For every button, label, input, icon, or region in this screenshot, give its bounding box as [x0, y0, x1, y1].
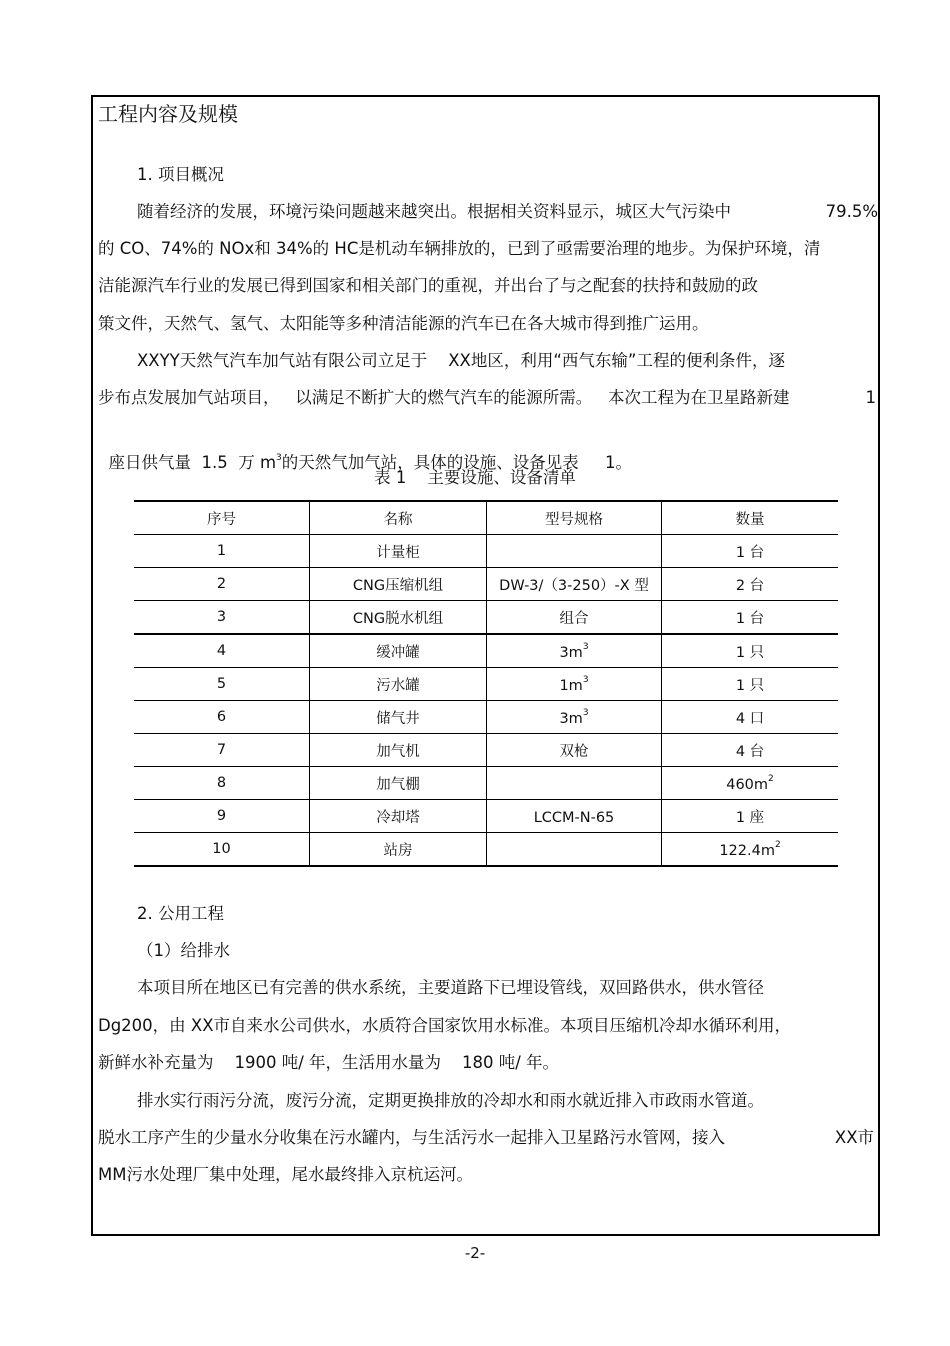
- cell-qty: [662, 800, 839, 833]
- table-header-row: [134, 501, 838, 535]
- superscript: 2: [774, 839, 781, 850]
- paragraph-line: 洁能源汽车行业的发展已得到国家和相关部门的重视，并出台了与之配套的扶持和鼓励的政: [98, 276, 758, 295]
- cell-spec: [487, 568, 662, 601]
- cell-text: 4 台: [735, 743, 765, 760]
- cell-name: [310, 535, 487, 568]
- paragraph-line: 排水实行雨污分流，废污分流，定期更换排放的冷却水和雨水就近排入市政雨水管道。: [137, 1091, 764, 1110]
- cell-spec: [487, 535, 662, 568]
- heading-water-supply: （1）给排水: [137, 941, 230, 960]
- cell-text: 1 座: [735, 809, 765, 826]
- table-row: [134, 668, 838, 701]
- superscript: 3: [582, 674, 589, 685]
- equipment-table: [134, 500, 838, 867]
- cell-spec: [487, 701, 662, 734]
- table-row: [134, 535, 838, 568]
- table-body: [134, 535, 838, 867]
- paragraph-line: MM污水处理厂集中处理，尾水最终排入京杭运河。: [98, 1165, 473, 1184]
- text-span: 1: [865, 388, 876, 407]
- cell-spec: [487, 800, 662, 833]
- cell-text: 460m: [726, 776, 769, 793]
- cell-text: 5: [216, 676, 227, 692]
- paragraph-line: 策文件，天然气、氢气、太阳能等多种清洁能源的汽车已在各大城市得到推广运用。: [98, 314, 709, 333]
- cell-qty: [662, 634, 839, 668]
- cell-text: LCCM-N-65: [533, 809, 615, 826]
- cell-text: 2 台: [735, 577, 765, 594]
- heading-project-overview: 1. 项目概况: [137, 165, 224, 184]
- cell-no: [134, 734, 310, 767]
- cell-qty: [662, 833, 839, 867]
- cell-text: 加气机: [376, 743, 420, 760]
- cell-no: [134, 767, 310, 800]
- section-title: 工程内容及规模: [98, 102, 238, 126]
- table-row: [134, 568, 838, 601]
- cell-qty: [662, 767, 839, 800]
- cell-text: 冷却塔: [376, 809, 420, 826]
- column-header: 序号: [134, 501, 310, 535]
- cell-name: [310, 767, 487, 800]
- cell-text: 1: [216, 543, 227, 559]
- paragraph-line: [98, 1127, 874, 1149]
- cell-spec: [487, 734, 662, 767]
- paragraph-line: XXYY天然气汽车加气站有限公司立足于 XX地区，利用“西气东输”工程的便利条件，逐: [137, 351, 785, 370]
- cell-no: [134, 833, 310, 867]
- cell-text: 122.4m: [719, 842, 775, 859]
- text-span: 随着经济的发展，环境污染问题越来越突出。根据相关资料显示，城区大气污染中: [137, 202, 731, 221]
- heading-public-works: 2. 公用工程: [137, 904, 224, 923]
- cell-text: 8: [216, 775, 227, 791]
- cell-text: 污水罐: [376, 677, 420, 694]
- cell-no: [134, 568, 310, 601]
- cell-text: 4: [216, 643, 227, 659]
- cell-name: [310, 734, 487, 767]
- text-span: 步布点发展加气站项目， 以满足不断扩大的燃气汽车的能源所需。 本次工程为在卫星路新建: [98, 388, 790, 407]
- paragraph-line: [98, 387, 876, 409]
- cell-spec: [487, 767, 662, 800]
- page-number: -2-: [464, 1244, 486, 1262]
- table-caption: 表 1 主要设施、设备清单: [374, 468, 576, 487]
- cell-spec: [487, 668, 662, 701]
- text-span: 79.5%: [825, 202, 878, 221]
- cell-qty: [662, 601, 839, 635]
- cell-text: 1 台: [735, 544, 765, 561]
- table-row: [134, 767, 838, 800]
- superscript: 3: [582, 707, 589, 718]
- cell-text: 站房: [383, 842, 413, 859]
- paragraph-line: 新鲜水补充量为 1900 吨/ 年，生活用水量为 180 吨/ 年。: [98, 1053, 560, 1072]
- paragraph-line: [137, 201, 878, 223]
- cell-text: 3m: [559, 644, 583, 661]
- text-span: 脱水工序产生的少量水分收集在污水罐内，与生活污水一起排入卫星路污水管网，接入: [98, 1128, 725, 1147]
- text-span: XX市: [834, 1128, 874, 1147]
- cell-text: 3: [216, 609, 227, 625]
- cell-name: [310, 668, 487, 701]
- cell-name: [310, 701, 487, 734]
- paragraph-line: Dg200，由 XX市自来水公司供水，水质符合国家饮用水标准。本项目压缩机冷却水循环利用，: [98, 1016, 792, 1035]
- cell-text: 10: [212, 841, 231, 857]
- table-row: [134, 634, 838, 668]
- cell-text: 4 口: [735, 710, 765, 727]
- cell-no: [134, 701, 310, 734]
- cell-spec: [487, 634, 662, 668]
- table-row: [134, 601, 838, 635]
- cell-text: DW-3/（3-250）-X 型: [499, 577, 649, 594]
- cell-qty: [662, 734, 839, 767]
- cell-text: 3m: [559, 710, 583, 727]
- cell-no: [134, 668, 310, 701]
- cell-name: [310, 601, 487, 635]
- cell-spec: [487, 833, 662, 867]
- table-row: [134, 701, 838, 734]
- text-span: 座日供气量 1.5 万 m: [108, 453, 277, 472]
- cell-no: [134, 535, 310, 568]
- cell-qty: [662, 668, 839, 701]
- cell-no: [134, 800, 310, 833]
- paragraph-line: 本项目所在地区已有完善的供水系统，主要道路下已埋设管线，双回路供水，供水管径: [137, 978, 764, 997]
- cell-text: 组合: [559, 610, 589, 627]
- table-row: [134, 833, 838, 867]
- cell-name: [310, 800, 487, 833]
- cell-name: [310, 634, 487, 668]
- paragraph-line: 的 CO、74%的 NOx和 34%的 HC是机动车辆排放的，已到了亟需要治理的地步。为保护环境，清: [98, 239, 821, 258]
- cell-no: [134, 601, 310, 635]
- cell-qty: [662, 535, 839, 568]
- cell-spec: [487, 601, 662, 635]
- column-header: 数量: [662, 501, 839, 535]
- cell-qty: [662, 701, 839, 734]
- superscript: 3: [582, 641, 589, 652]
- cell-text: CNG压缩机组: [352, 577, 444, 594]
- cell-text: 6: [216, 709, 227, 725]
- cell-text: 7: [216, 742, 227, 758]
- cell-text: 1 只: [735, 677, 765, 694]
- superscript: 2: [768, 773, 774, 784]
- cell-text: 双枪: [559, 743, 589, 760]
- cell-text: CNG脱水机组: [352, 610, 444, 627]
- cell-text: 1 只: [735, 644, 765, 661]
- superscript: 3: [276, 453, 282, 463]
- cell-no: [134, 634, 310, 668]
- cell-text: 2: [216, 576, 227, 592]
- table-row: [134, 734, 838, 767]
- cell-name: [310, 833, 487, 867]
- cell-name: [310, 568, 487, 601]
- cell-text: 缓冲罐: [376, 644, 420, 661]
- table-row: [134, 800, 838, 833]
- cell-text: 1m: [559, 677, 583, 694]
- column-header: 名称: [310, 501, 487, 535]
- cell-text: 储气井: [376, 710, 420, 727]
- cell-text: 加气棚: [376, 776, 420, 793]
- column-header: 型号规格: [487, 501, 662, 535]
- cell-qty: [662, 568, 839, 601]
- text-span: 的天然气加气站，具体的设施、设备见表 1。: [281, 453, 633, 472]
- cell-text: 1 台: [735, 610, 765, 627]
- cell-text: 9: [216, 808, 227, 824]
- cell-text: 计量柜: [376, 544, 420, 561]
